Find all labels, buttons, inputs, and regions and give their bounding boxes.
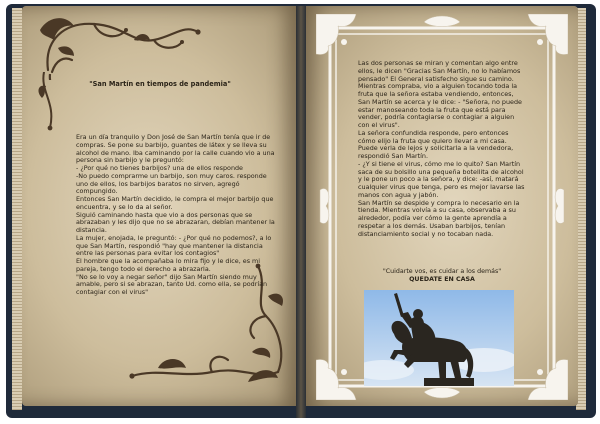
paragraph: El hombre que la acompañaba lo mira fijo y le dice, es mi pareja, tengo todo el derecho a abrazarla. xyxy=(76,257,261,273)
paragraph: Entonces San Martín decidido, le compra el mejor barbijo que encuentra, y se lo da al señor. xyxy=(76,195,274,211)
top-left-ornament xyxy=(34,10,204,80)
paragraph: -No puedo comprarme un barbijo, son muy caros. responde uno de ellos, los barbijos baratos no sirven, agregó compungido. xyxy=(76,171,267,196)
paragraph: Las dos personas se miran y comentan algo entre ellos, le dicen "Gracias San Martín, no lo habíamos pensado" El General satisfecho sigue su camino. xyxy=(358,59,521,83)
san-martin-statue-photo xyxy=(364,290,514,386)
paragraph: San Martín se despide y compra lo necesario en la tienda. Mientras volvía a su casa, observaba a su alrededor, podía ver cómo la gente aprendía a respetar a los demás. Usaban barbijos, tenían distanciamiento social y no tocaban nada. xyxy=(358,198,520,238)
paragraph: La señora confundida responde, pero entonces cómo elijo la fruta que quiero llevar a mi casa. Puede verla de lejos y solicitarla a la vendedora, respondió San Martín. xyxy=(358,128,514,160)
closing-quote-block xyxy=(358,268,526,283)
paragraph: Mientras compraba, vio a alguien tocando toda la fruta que la señora estaba vendiendo, entonces, San Martín se acerca y le dice: - "Señora, no puede estar manoseando toda la fruta que está para vender, podría contagiarse o contagiar a alguien con el virus". xyxy=(358,82,522,129)
page-edges-left xyxy=(12,8,22,410)
paragraph: "No se lo voy a negar señor" dijo San Martín siendo muy amable, pero si se abrazan, tanto Ud. como ella, se podrían contagiar con el virus" xyxy=(76,272,268,296)
closing-quote: "Cuidarte vos, es cuidar a los demás" xyxy=(382,268,502,275)
paragraph: La mujer, enojada, le preguntó: - ¿Por qué no podemos?, a lo que San Martín, respondió "hay que mantener la distancia entre las personas para evitar los contagios" xyxy=(76,233,272,258)
stay-home-motto: QUEDATE EN CASA xyxy=(409,275,475,283)
story-title: "San Martín en tiempos de pandemia" xyxy=(89,80,231,88)
left-page-text xyxy=(76,134,276,297)
right-page-text xyxy=(358,60,526,238)
paragraph: Era un día tranquilo y Don José de San Martín tenía que ir de compras. Se pone su barbijo, guantes de látex y se lleva su alcohol de mano. Iba caminando por la calle cuando vio a una persona sin barbijo y le preguntó: xyxy=(76,133,275,165)
paragraph: Siguió caminando hasta que vio a dos personas que se abrazaban y les dijo que no se abrazaran, debían mantener la distancia. xyxy=(76,210,275,234)
paragraph: - ¿Por qué no tienes barbijos? una de ellos responde xyxy=(76,164,243,172)
paragraph: - ¿Y si tiene el virus, cómo me lo quito? San Martín saca de su bolsillo una pequeña botellita de alcohol y le pone un poco a la señora, y dice: -así, matará cualquier virus que tenga, pero es mejor lavarse las manos con agua y jabón. xyxy=(358,159,525,199)
book-spine xyxy=(296,6,306,418)
